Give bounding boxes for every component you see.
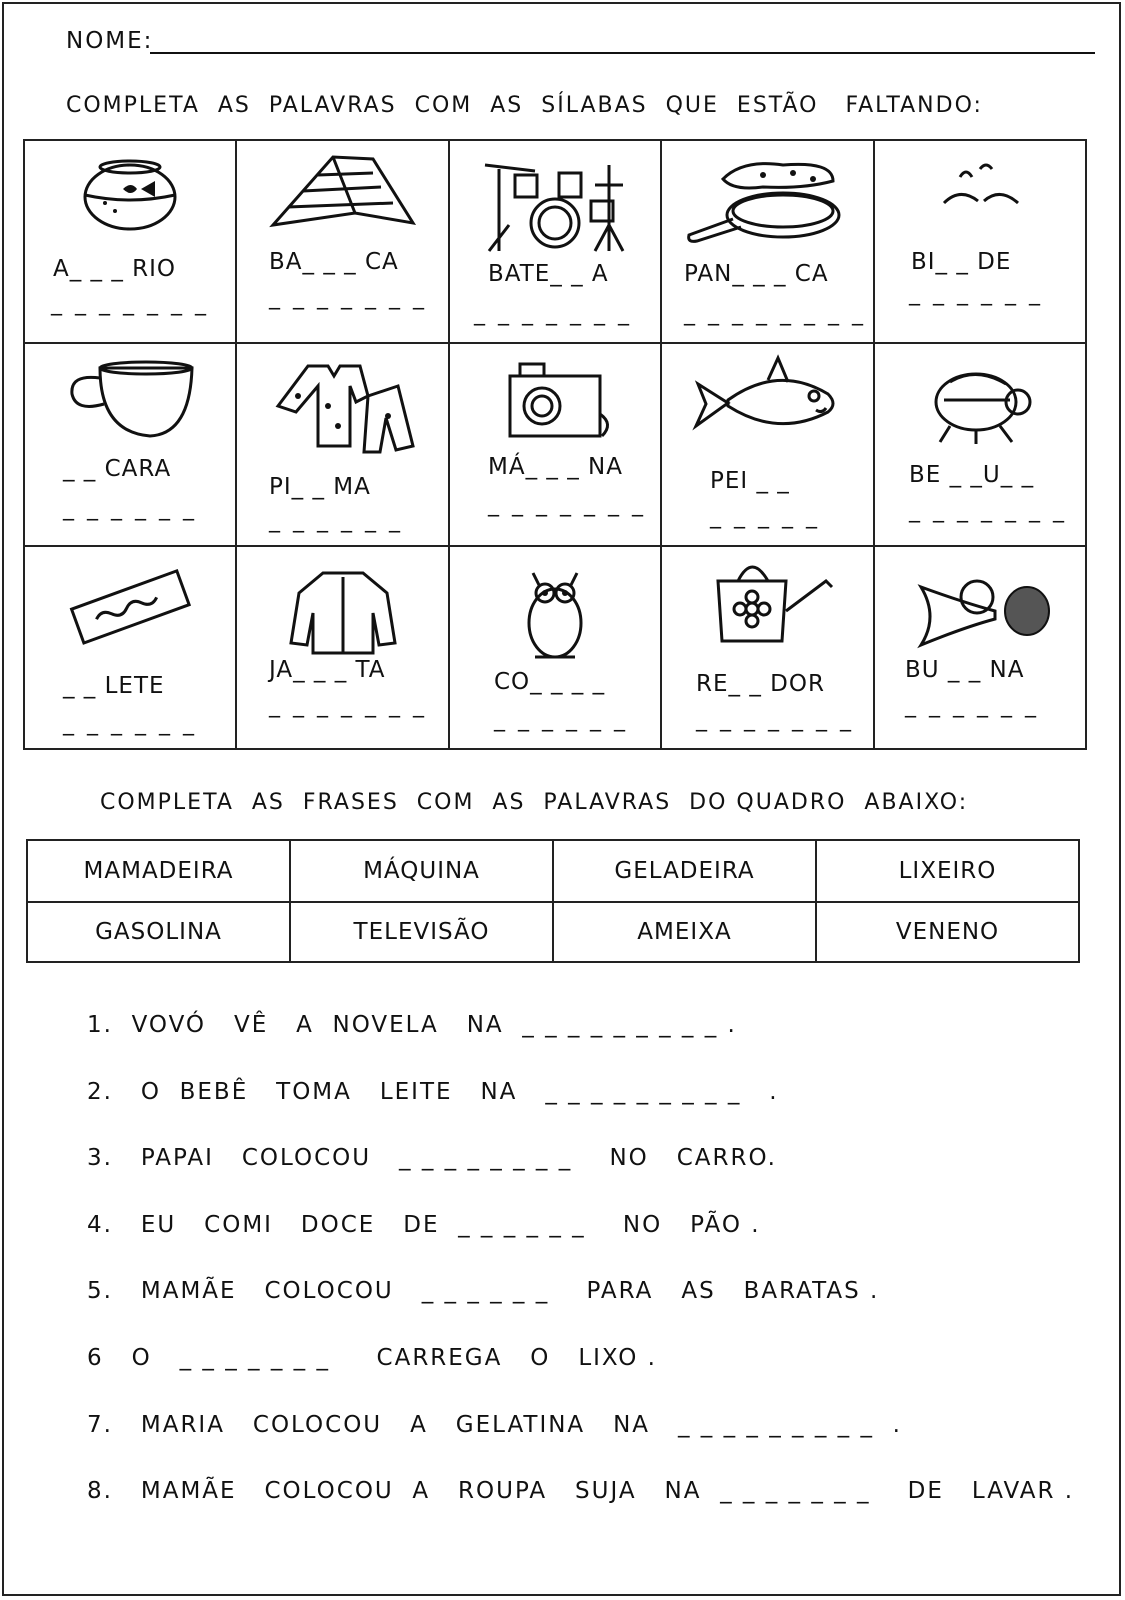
- answer-blank[interactable]: _ _ _ _ _ _: [63, 711, 197, 736]
- name-label: NOME:: [66, 28, 154, 54]
- owl-icon: [505, 557, 605, 671]
- incomplete-word: PEI _ _: [710, 468, 790, 494]
- bidet-icon: [930, 157, 1030, 221]
- word-bank-item: AMEIXA: [553, 902, 816, 962]
- incomplete-word: RE_ _ DOR: [696, 671, 825, 697]
- syllable-grid: [23, 139, 1087, 750]
- sentence-item: 6 O _ _ _ _ _ _ _ CARREGA O LIXO .: [87, 1345, 657, 1371]
- word-bank-item: TELEVISÃO: [290, 902, 553, 962]
- frying-pan-icon: [683, 155, 853, 254]
- word-cell: [661, 343, 874, 546]
- answer-blank[interactable]: _ _ _ _ _ _ _: [269, 693, 427, 718]
- jacket-icon: [283, 563, 403, 662]
- sentence-item: 4. EU COMI DOCE DE _ _ _ _ _ _ NO PÃO .: [87, 1211, 761, 1238]
- camera-icon: [490, 354, 620, 448]
- tent-icon: [263, 151, 423, 235]
- pajamas-icon: [268, 356, 418, 460]
- word-bank-item: MÁQUINA: [290, 840, 553, 902]
- word-cell: [236, 546, 449, 749]
- sentence-item: 3. PAPAI COLOCOU _ _ _ _ _ _ _ _ NO CARRO.: [87, 1145, 777, 1172]
- incomplete-word: BA_ _ _ CA: [269, 249, 399, 275]
- razor-blade-icon: [60, 561, 200, 655]
- word-bank-item: GELADEIRA: [553, 840, 816, 902]
- incomplete-word: PAN_ _ _ CA: [684, 261, 829, 287]
- answer-blank[interactable]: _ _ _ _ _ _ _: [488, 492, 646, 517]
- word-cell: [874, 546, 1086, 749]
- answer-blank[interactable]: _ _ _ _ _ _: [269, 508, 403, 533]
- word-cell: [236, 140, 449, 343]
- incomplete-word: _ _ LETE: [63, 673, 165, 699]
- incomplete-word: BATE_ _ A: [488, 261, 609, 287]
- incomplete-word: MÁ_ _ _ NA: [488, 454, 623, 480]
- incomplete-word: PI_ _ MA: [269, 474, 371, 500]
- sentence-item: 5. MAMÃE COLOCOU _ _ _ _ _ _ PARA AS BARATAS .: [87, 1278, 880, 1305]
- word-bank-item: LIXEIRO: [816, 840, 1079, 902]
- fish-icon: [688, 354, 848, 448]
- word-cell: [24, 546, 236, 749]
- incomplete-word: _ _ CARA: [63, 456, 172, 482]
- word-cell: [449, 546, 661, 749]
- word-cell: [449, 140, 661, 343]
- answer-blank[interactable]: _ _ _ _ _ _ _: [474, 301, 632, 326]
- word-bank-item: MAMADEIRA: [27, 840, 290, 902]
- answer-blank[interactable]: _ _ _ _ _ _: [909, 281, 1043, 306]
- incomplete-word: BU _ _ NA: [905, 657, 1025, 683]
- incomplete-word: BE _ _U_ _: [909, 462, 1035, 488]
- word-cell: [24, 140, 236, 343]
- word-cell: [874, 140, 1086, 343]
- answer-blank[interactable]: _ _ _ _ _ _: [63, 496, 197, 521]
- word-bank-item: GASOLINA: [27, 902, 290, 962]
- word-cell: [449, 343, 661, 546]
- incomplete-word: JA_ _ _ TA: [269, 657, 386, 683]
- sentence-item: 8. MAMÃE COLOCOU A ROUPA SUJA NA _ _ _ _ _ _ _ DE LAVAR .: [87, 1478, 1075, 1505]
- answer-blank[interactable]: _ _ _ _ _ _ _: [909, 498, 1067, 523]
- section2-instruction: COMPLETA AS FRASES COM AS PALAVRAS DO QUADRO ABAIXO:: [100, 790, 969, 815]
- answer-blank[interactable]: _ _ _ _ _ _: [905, 693, 1039, 718]
- word-cell: [24, 343, 236, 546]
- sentence-item: 2. O BEBÊ TOMA LEITE NA _ _ _ _ _ _ _ _ _ .: [87, 1078, 779, 1105]
- answer-blank[interactable]: _ _ _ _ _ _ _: [696, 707, 854, 732]
- word-cell: [661, 140, 874, 343]
- answer-blank[interactable]: _ _ _ _ _ _ _: [269, 285, 427, 310]
- sentence-item: 1. VOVÓ VÊ A NOVELA NA _ _ _ _ _ _ _ _ _ .: [87, 1012, 737, 1038]
- answer-blank[interactable]: _ _ _ _ _ _ _ _: [684, 301, 866, 326]
- incomplete-word: CO_ _ _ _: [494, 669, 606, 695]
- name-field[interactable]: [150, 52, 1095, 54]
- beetle-icon: [920, 356, 1040, 450]
- answer-blank[interactable]: _ _ _ _ _ _ _: [51, 291, 209, 316]
- drum-kit-icon: [475, 155, 635, 259]
- word-cell: [874, 343, 1086, 546]
- word-bank-item: VENENO: [816, 902, 1079, 962]
- fishbowl-icon: [75, 151, 185, 235]
- horn-icon: [905, 567, 1055, 661]
- incomplete-word: A_ _ _ RIO: [53, 256, 177, 282]
- sentence-item: 7. MARIA COLOCOU A GELATINA NA _ _ _ _ _ _ _ _ _ .: [87, 1411, 902, 1438]
- word-cell: [236, 343, 449, 546]
- answer-blank[interactable]: _ _ _ _ _ _: [494, 707, 628, 732]
- cup-icon: [60, 354, 200, 448]
- section1-instruction: COMPLETA AS PALAVRAS COM AS SÍLABAS QUE ESTÃO FALTANDO:: [66, 93, 983, 118]
- word-cell: [661, 546, 874, 749]
- incomplete-word: BI_ _ DE: [911, 249, 1012, 275]
- answer-blank[interactable]: _ _ _ _ _: [710, 504, 820, 529]
- watering-can-icon: [698, 551, 838, 655]
- word-bank: [26, 839, 1080, 963]
